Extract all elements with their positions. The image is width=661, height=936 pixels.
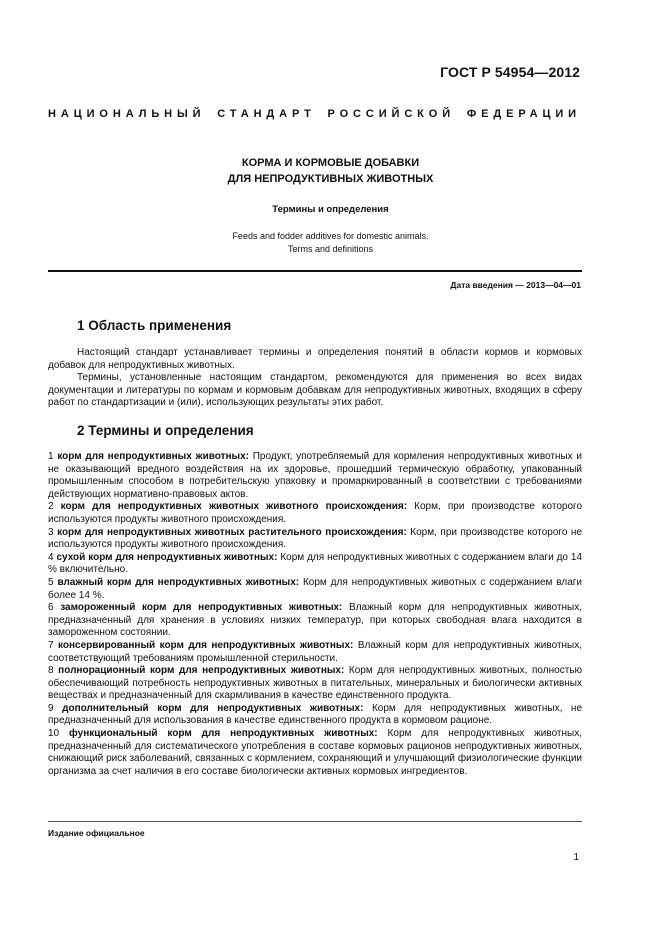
term-definition: Корм для непродуктивных животных с содержанием влаги более 14 %.: [48, 576, 582, 601]
section-1-heading: 1 Область применения: [77, 318, 232, 333]
terms-list: [48, 451, 582, 778]
term-name: корм для непродуктивных животных растительного происхождения:: [57, 526, 407, 538]
term-entry: [48, 640, 582, 665]
term-number: 2: [48, 501, 54, 513]
section-1-paragraph-2: Термины, установленные настоящим стандартом, рекомендуются для применения во всех видах документации и литературы по кормам и кормовым добавкам для непродуктивных животных, входящих в сферу работ по стандартизации и (или), использующих результаты этих работ.: [48, 372, 582, 409]
english-title-line-2: Terms and definitions: [287, 244, 374, 254]
term-number: 9: [48, 702, 54, 714]
term-definition: Корм для непродуктивных животных, полностью обеспечивающий потребность непродуктивных животных в питательных, минеральных и биологически активных веществах и предназначенный для скармливания в качестве единственного продукта.: [48, 665, 582, 702]
term-number: 7: [48, 639, 54, 651]
term-entry: [48, 577, 582, 602]
term-name: корм для непродуктивных животных:: [57, 451, 249, 462]
term-definition: Продукт, употребляемый для кормления непродуктивных животных и не оказывающий вредного воздействия на их здоровье, прошедший термическую обработку, упакованный промышленным способом в потребительскую упаковку и промаркированный в соответствии с требованиями действующих нормативно-правовых актов.: [48, 451, 583, 500]
term-definition: Влажный корм для непродуктивных животных, соответствующий требованиям промышленной стерильности.: [48, 639, 583, 664]
introduction-date: Дата введения — 2013—04—01: [450, 280, 581, 290]
term-entry: [48, 703, 582, 728]
term-number: 8: [48, 665, 54, 677]
document-code: ГОСТ Р 54954—2012: [440, 64, 580, 80]
term-name: влажный корм для непродуктивных животных:: [57, 576, 300, 588]
term-number: 1: [48, 451, 54, 462]
term-number: 10: [48, 728, 60, 740]
official-edition-note: Издание официальное: [48, 828, 145, 838]
term-name: дополнительный корм для непродуктивных животных:: [62, 702, 364, 714]
term-entry: [48, 552, 582, 577]
term-definition: Корм для непродуктивных животных, предназначенный для систематического употребления в составе кормовых рационов непродуктивных животных, снижающий риск заболеваний, связанных с кормлением, сохраняющий и улучшающий физиологические функции организма за счет наличия в его составе биологически активных кормовых ингредиентов.: [48, 728, 583, 777]
term-definition: Корм, при производстве которого не используются продукты животного происхождения.: [48, 526, 582, 551]
english-title-line-1: Feeds and fodder additives for domestic animals.: [232, 231, 429, 241]
title-line-1: КОРМА И КОРМОВЫЕ ДОБАВКИ: [241, 157, 420, 169]
national-standard-banner: НАЦИОНАЛЬНЫЙ СТАНДАРТ РОССИЙСКОЙ ФЕДЕРАЦИИ: [48, 108, 581, 120]
term-entry: [48, 665, 582, 703]
term-definition: Корм для непродуктивных животных, не предназначенный для использования в качестве единственного продукта в кормовом рационе.: [48, 702, 583, 727]
term-name: функциональный корм для непродуктивных животных:: [69, 728, 378, 740]
title-line-2: ДЛЯ НЕПРОДУКТИВНЫХ ЖИВОТНЫХ: [227, 173, 434, 185]
term-name: замороженный корм для непродуктивных животных:: [60, 602, 343, 614]
term-number: 4: [48, 551, 54, 563]
term-name: консервированный корм для непродуктивных животных:: [58, 639, 354, 651]
section-1-paragraph-1: Настоящий стандарт устанавливает термины и определения понятий в области кормов и кормовых добавок для непродуктивных животных.: [48, 347, 582, 371]
term-number: 6: [48, 602, 54, 614]
term-entry: [48, 501, 582, 526]
document-subtitle: Термины и определения: [272, 204, 389, 215]
footer-divider: [48, 821, 582, 822]
document-title: [0, 155, 661, 187]
term-entry: [48, 451, 582, 501]
section-1-body: [48, 347, 582, 410]
term-name: корм для непродуктивных животных животного происхождения:: [60, 501, 408, 513]
term-number: 3: [48, 526, 54, 538]
page-number: 1: [573, 852, 579, 863]
section-2-heading: 2 Термины и определения: [77, 423, 254, 438]
header-divider: [48, 270, 582, 272]
term-entry: [48, 527, 582, 552]
term-entry: [48, 602, 582, 640]
term-number: 5: [48, 576, 54, 588]
term-definition: Влажный корм для непродуктивных животных, предназначенный для хранения в условиях низких температур, при которых свободная влага находится в замороженном состоянии.: [48, 602, 583, 639]
term-name: полнорационный корм для непродуктивных животных:: [58, 665, 345, 677]
term-definition: Корм для непродуктивных животных с содержанием влаги до 14 % включительно.: [48, 551, 583, 576]
term-name: сухой корм для непродуктивных животных:: [56, 551, 278, 563]
english-title: [0, 230, 661, 256]
term-entry: [48, 728, 582, 778]
term-definition: Корм, при производстве которого используются продукты животного происхождения.: [48, 501, 583, 525]
